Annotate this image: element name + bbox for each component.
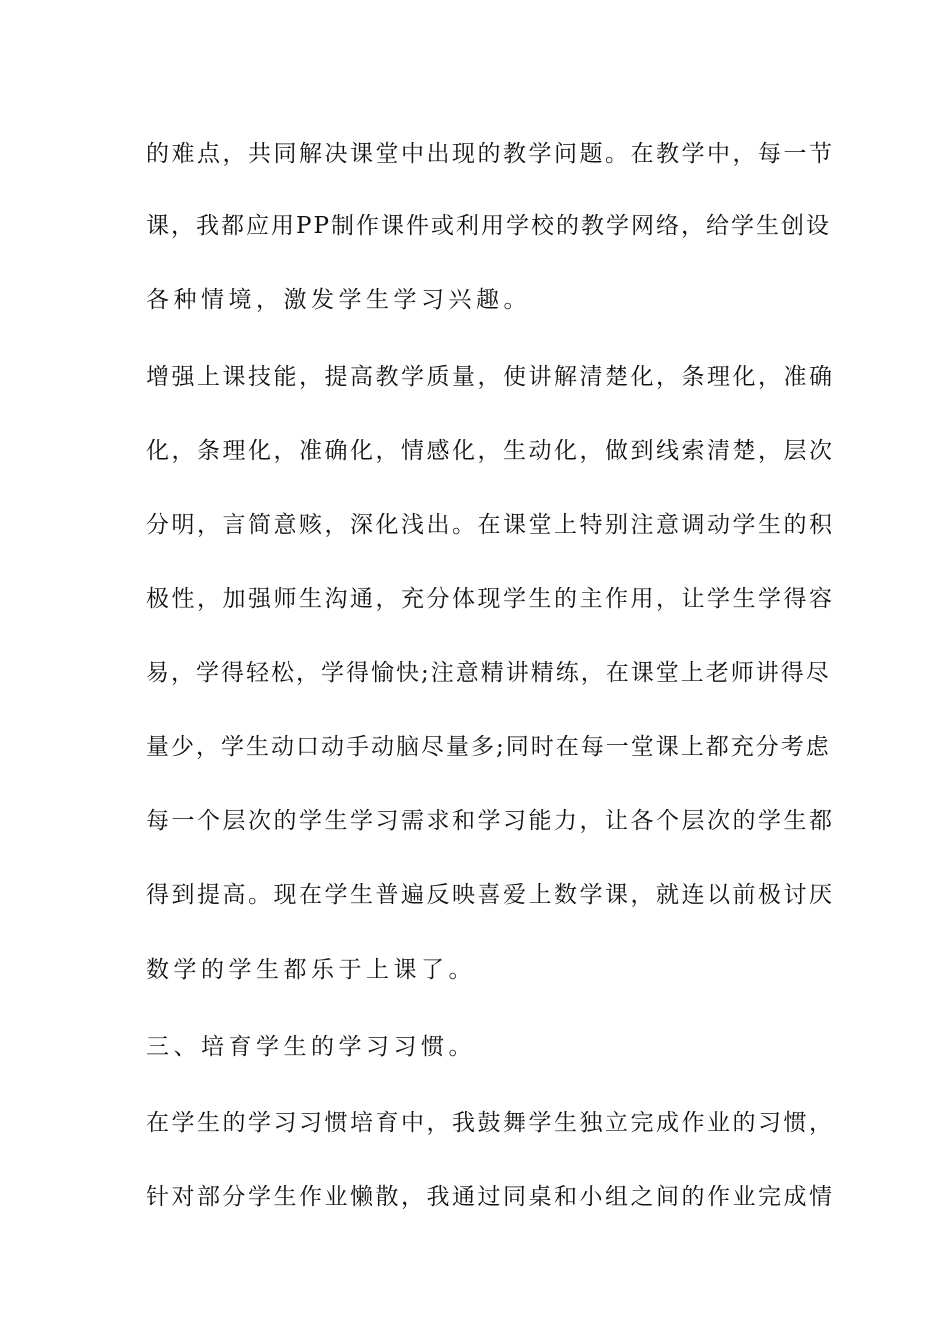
text-line: 各种情境，激发学生学习兴趣。 (146, 287, 531, 313)
text-line: 每一个层次的学生学习需求和学习能力，让各个层次的学生都 (146, 808, 835, 834)
text-line: 量少，学生动口动手动脑尽量多;同时在每一堂课上都充分考虑 (146, 734, 831, 760)
text-line: 在学生的学习习惯培育中，我鼓舞学生独立完成作业的习惯， (146, 1110, 835, 1136)
text-line: 针对部分学生作业懒散，我通过同桌和小组之间的作业完成情 (146, 1184, 835, 1210)
text-line: 得到提高。现在学生普遍反映喜爱上数学课，就连以前极讨厌 (146, 882, 835, 908)
section-heading: 三、培育学生的学习习惯。 (146, 1034, 476, 1060)
text-line: 化，条理化，准确化，情感化，生动化，做到线索清楚，层次 (146, 438, 835, 464)
text-line: 极性，加强师生沟通，充分体现学生的主作用，让学生学得容 (146, 586, 835, 612)
text-line: 的难点，共同解决课堂中出现的教学问题。在教学中，每一节 (146, 141, 835, 167)
text-line: 课，我都应用PP制作课件或利用学校的教学网络，给学生创设 (146, 213, 831, 239)
text-line: 分明，言简意赅，深化浅出。在课堂上特别注意调动学生的积 (146, 512, 835, 538)
text-line: 增强上课技能，提高教学质量，使讲解清楚化，条理化，准确 (146, 364, 835, 390)
text-line: 数学的学生都乐于上课了。 (146, 957, 476, 983)
text-line: 易，学得轻松，学得愉快;注意精讲精练，在课堂上老师讲得尽 (146, 660, 831, 686)
